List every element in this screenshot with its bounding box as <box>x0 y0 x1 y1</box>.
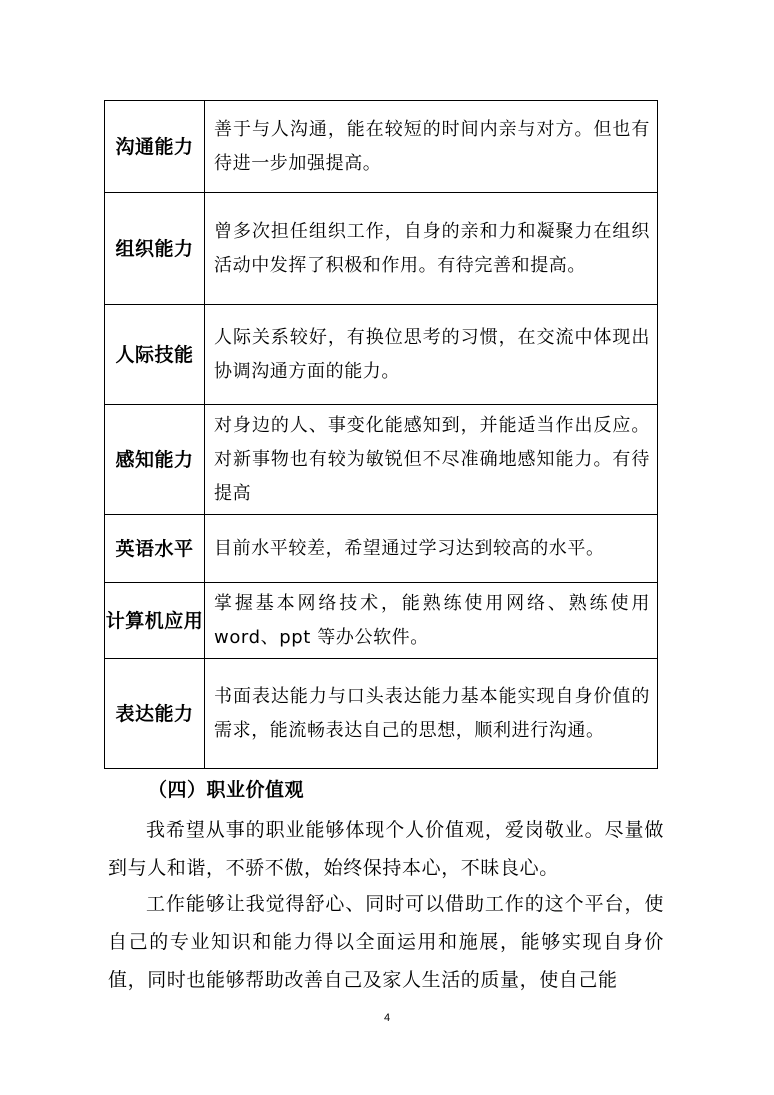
row-label: 组织能力 <box>105 193 205 305</box>
row-description: 目前水平较差，希望通过学习达到较高的水平。 <box>205 515 658 583</box>
row-description: 人际关系较好，有换位思考的习惯，在交流中体现出协调沟通方面的能力。 <box>205 305 658 405</box>
table-row <box>105 405 658 515</box>
section-heading: （四）职业价值观 <box>148 779 305 801</box>
row-description: 善于与人沟通，能在较短的时间内亲与对方。但也有待进一步加强提高。 <box>205 101 658 193</box>
paragraph: 我希望从事的职业能够体现个人价值观，爱岗敬业。尽量做到与人和谐，不骄不傲，始终保持本心，不昧良心。 <box>108 819 664 879</box>
row-description: 对身边的人、事变化能感知到，并能适当作出反应。对新事物也有较为敏锐但不尽准确地感知能力。有待提高 <box>205 405 658 515</box>
row-description: 书面表达能力与口头表达能力基本能实现自身价值的需求，能流畅表达自己的思想，顺利进行沟通。 <box>205 659 658 769</box>
row-description: 曾多次担任组织工作，自身的亲和力和凝聚力在组织活动中发挥了积极和作用。有待完善和提高。 <box>205 193 658 305</box>
row-label: 英语水平 <box>105 515 205 583</box>
row-label: 沟通能力 <box>105 101 205 193</box>
row-label: 感知能力 <box>105 405 205 515</box>
row-label: 表达能力 <box>105 659 205 769</box>
table-row <box>105 583 658 659</box>
row-label: 人际技能 <box>105 305 205 405</box>
paragraph: 工作能够让我觉得舒心、同时可以借助工作的这个平台，使自己的专业知识和能力得以全面运用和施展，能够实现自身价值，同时也能够帮助改善自己及家人生活的质量，使自己能 <box>108 893 664 991</box>
table-row <box>105 193 658 305</box>
table-row <box>105 659 658 769</box>
row-label: 计算机应用 <box>105 583 205 659</box>
row-description: 掌握基本网络技术，能熟练使用网络、熟练使用word、ppt 等办公软件。 <box>205 583 658 659</box>
table-row <box>105 515 658 583</box>
ability-table <box>104 100 658 769</box>
page-number: 4 <box>383 1012 391 1024</box>
table-row <box>105 101 658 193</box>
table-row <box>105 305 658 405</box>
